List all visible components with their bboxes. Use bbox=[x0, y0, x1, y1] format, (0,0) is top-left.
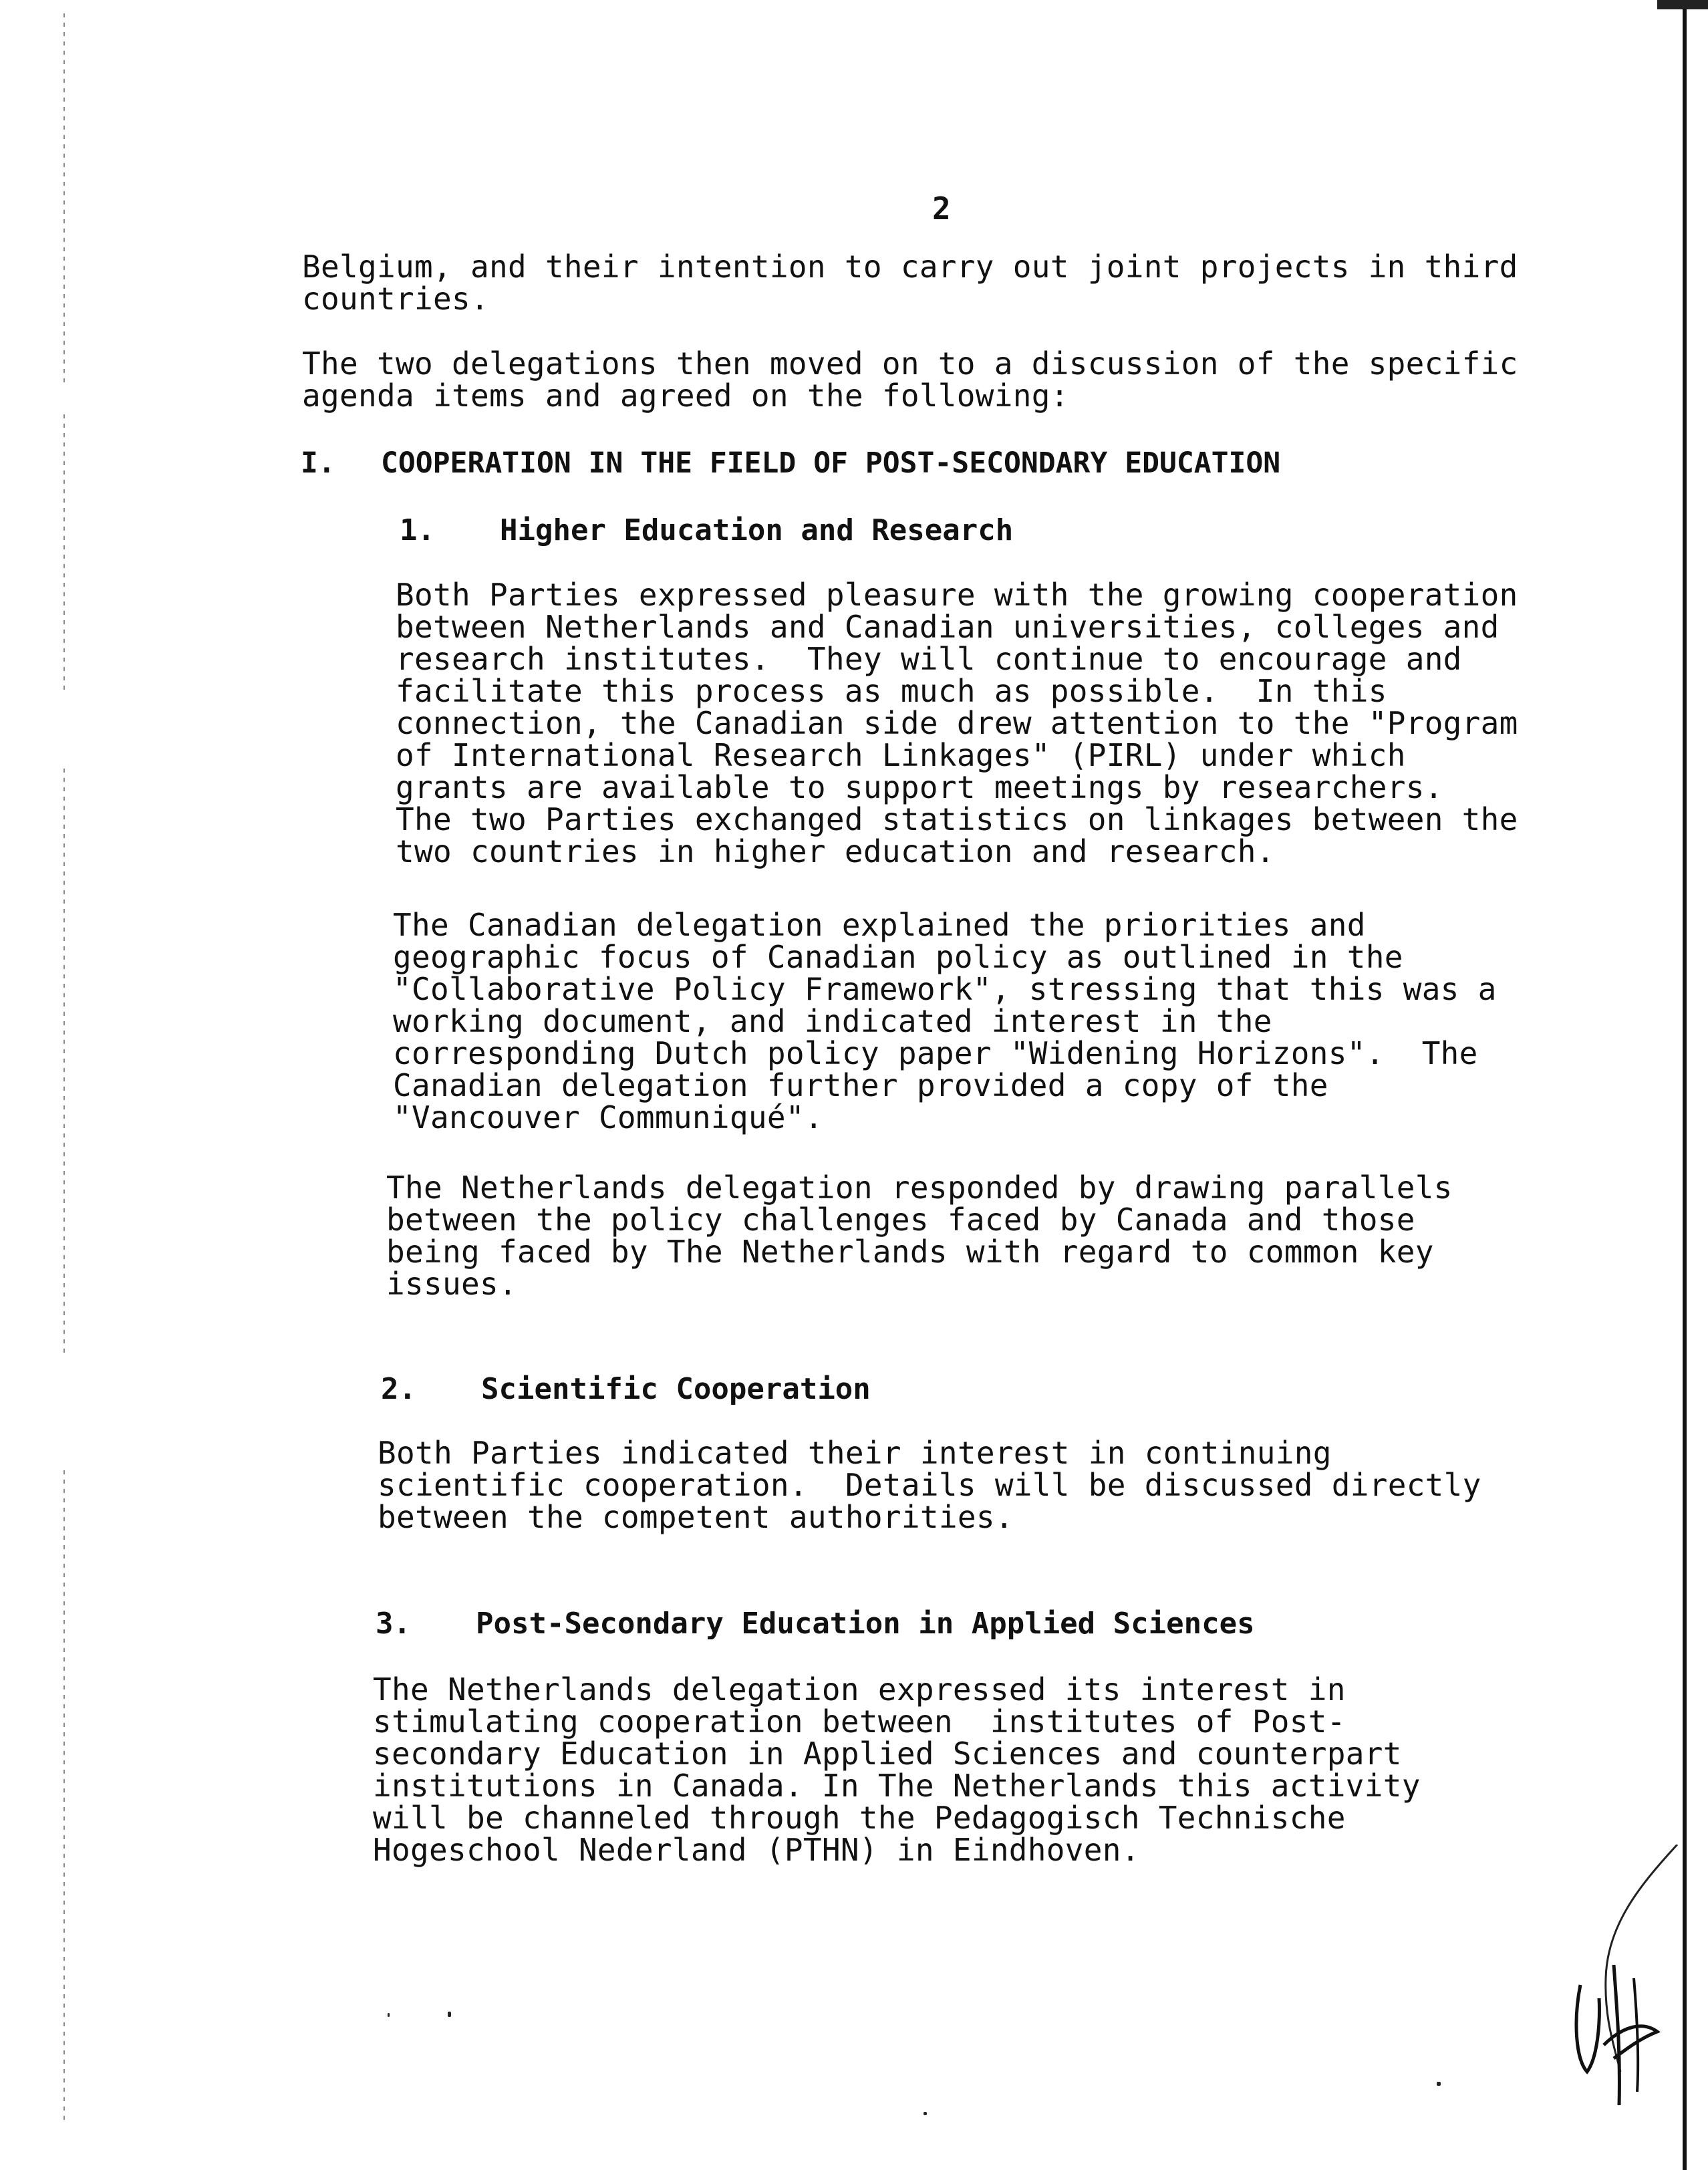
scan-speck bbox=[1437, 2082, 1441, 2086]
subsection-number: 1. bbox=[400, 513, 435, 547]
scan-page-edge bbox=[1683, 0, 1687, 2170]
subsection-number: 3. bbox=[376, 1607, 411, 1641]
scan-speck bbox=[923, 2112, 927, 2115]
subsection-heading bbox=[400, 513, 1013, 547]
paragraph: The Canadian delegation explained the priorities and geographic focus of Canadian policy as outlined in the "Collaborative Policy Framework", stressing that this was a working document, and indicated interest in the corresponding Dutch policy paper "Widening Horizons". The Canadian delegation further provided a copy of the "Vancouver Communiqué". bbox=[393, 907, 1497, 1135]
handwritten-initials-icon bbox=[1567, 1958, 1667, 2112]
section-heading bbox=[301, 446, 1280, 480]
scan-margin-line bbox=[63, 13, 65, 388]
scan-margin-line bbox=[63, 1470, 65, 2125]
subsection-title: Higher Education and Research bbox=[500, 513, 1014, 547]
scan-speck bbox=[448, 2012, 451, 2017]
paragraph: The Netherlands delegation expressed its interest in stimulating cooperation between institutes of Post- secondary Education in Applied Sciences and counterpart institutions in Canada. In The Netherlands this activity will be channeled through the Pedagogisch Technische Hogeschool Nederland (PTHN) in Eindhoven. bbox=[373, 1671, 1421, 1868]
section-numeral: I. bbox=[301, 446, 335, 480]
subsection-heading bbox=[381, 1372, 871, 1406]
subsection-heading bbox=[376, 1607, 1255, 1641]
scan-speck bbox=[388, 2013, 390, 2017]
agenda-paragraph: The two delegations then moved on to a discussion of the specific agenda items and agreed on the following: bbox=[302, 346, 1518, 414]
continued-paragraph: Belgium, and their intention to carry out joint projects in third countries. bbox=[302, 249, 1518, 317]
page-number: 2 bbox=[932, 190, 951, 227]
scan-margin-line bbox=[63, 769, 65, 1357]
subsection-title: Scientific Cooperation bbox=[481, 1372, 871, 1406]
subsection-number: 2. bbox=[381, 1372, 416, 1406]
paragraph: Both Parties expressed pleasure with the growing cooperation between Netherlands and Canadian universities, colleges and research institutes. They will continue to encourage and facilitate this process as much as possible. In this connection, the Canadian side drew attention to the "Program of International Research Linkages" (PIRL) under which grants are available to support meetings by researchers. The two Parties exchanged statistics on linkages between the two countries in higher education and research. bbox=[396, 577, 1518, 869]
scan-margin-line bbox=[63, 414, 65, 695]
scan-corner-mark bbox=[1657, 0, 1708, 9]
paragraph: The Netherlands delegation responded by drawing parallels between the policy challenges faced by Canada and those being faced by The Netherlands with regard to common key issues. bbox=[386, 1170, 1453, 1302]
section-title: COOPERATION IN THE FIELD OF POST-SECONDARY EDUCATION bbox=[381, 446, 1281, 480]
subsection-title: Post-Secondary Education in Applied Sciences bbox=[476, 1607, 1255, 1641]
paragraph: Both Parties indicated their interest in continuing scientific cooperation. Details will be discussed directly between the competent authorities. bbox=[378, 1435, 1481, 1535]
